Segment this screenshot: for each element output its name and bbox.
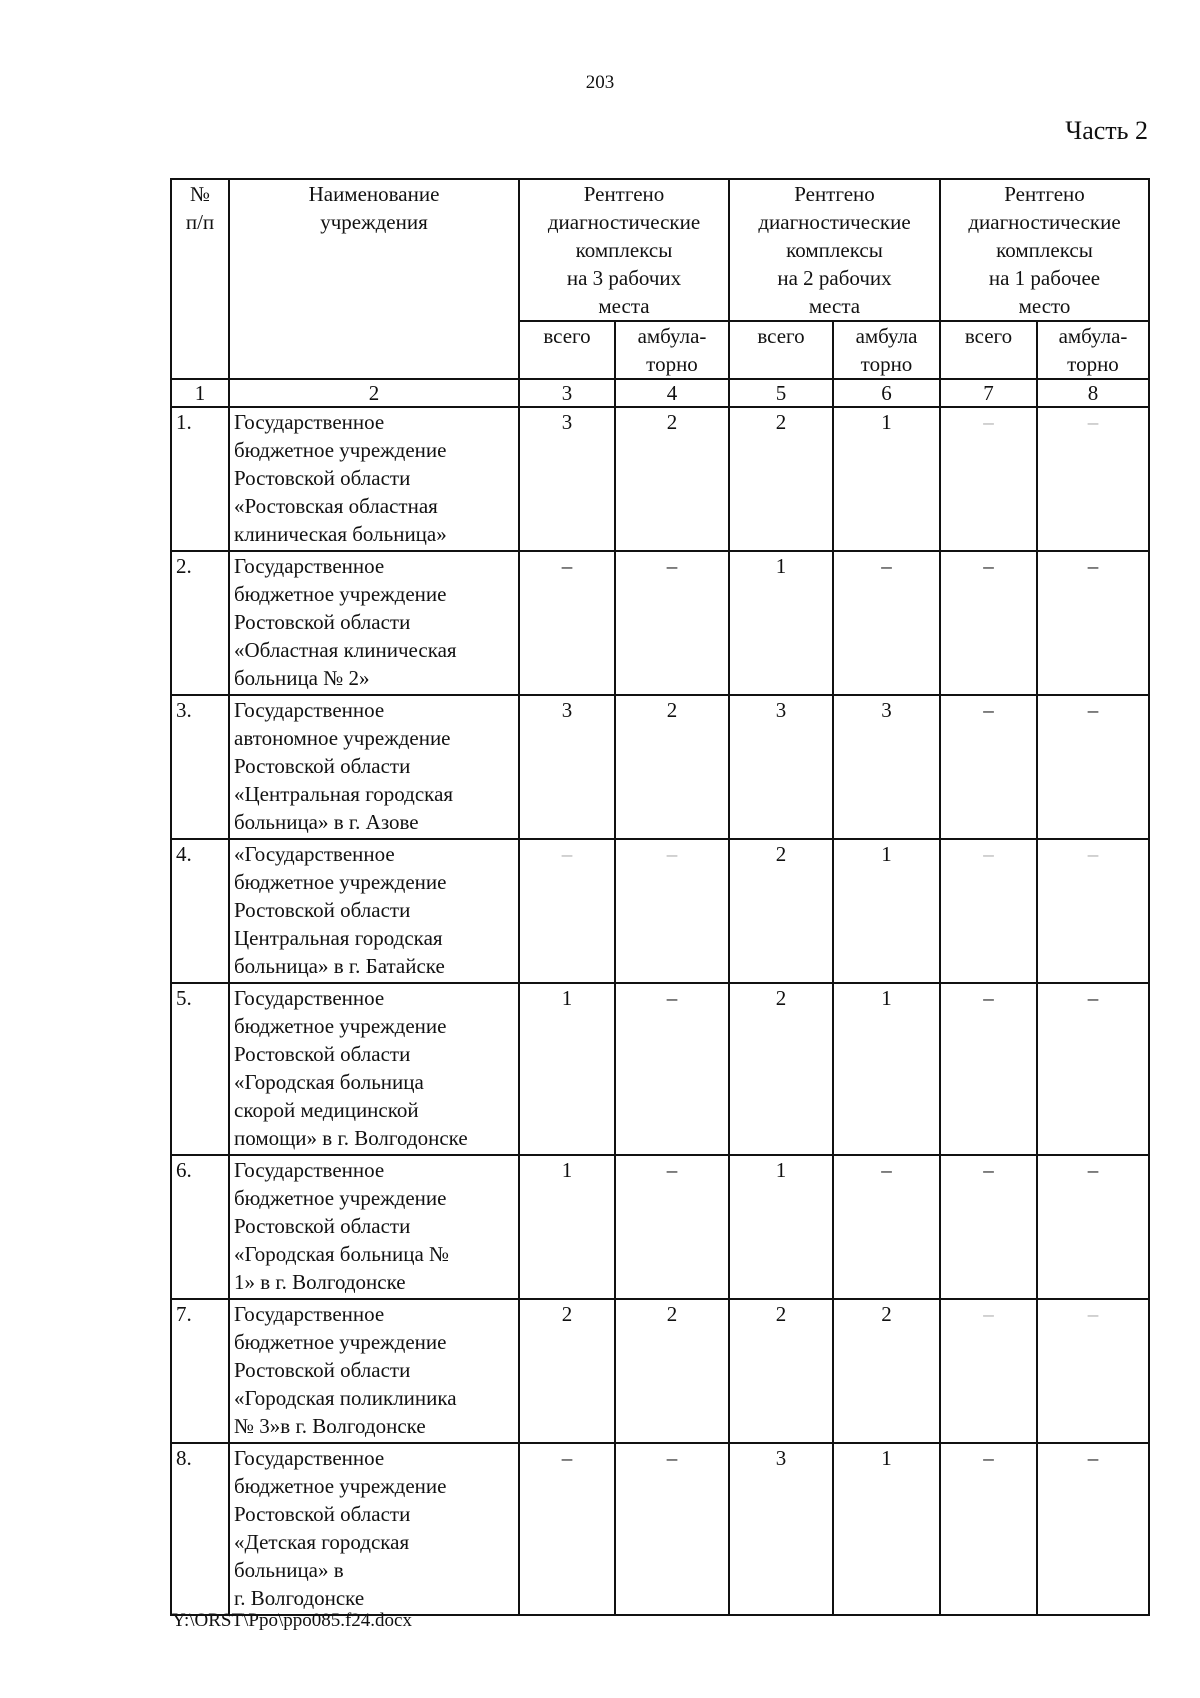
institution-name [229,1299,519,1443]
text-line: Ростовской области [234,1502,411,1526]
value-cell: – [940,551,1037,695]
header-sub-total [519,321,615,379]
text-line: «Городская больница № [234,1242,450,1266]
value-cell: – [1037,839,1149,983]
column-number: 1 [171,379,229,407]
text-line: Наименование [308,182,440,206]
value-cell: – [615,551,729,695]
text-line: скорой медицинской [234,1098,419,1122]
column-number: 8 [1037,379,1149,407]
text-line: «Государственное [234,842,395,866]
text-line: торно [646,352,698,376]
value-cell: – [1037,1443,1149,1615]
text-line: торно [860,352,913,376]
text-line: Ростовской области [234,1042,411,1066]
text-line: клиническая больница» [234,522,447,546]
text-line: бюджетное учреждение [234,1330,447,1354]
value-cell: – [940,407,1037,551]
header-sub-outpatient [833,321,940,379]
column-number: 7 [940,379,1037,407]
header-sub-total [729,321,833,379]
text-line: «Детская городская [234,1530,410,1554]
value-cell: 1 [729,551,833,695]
header-sub-outpatient [1037,321,1149,379]
value-cell: 1 [519,1155,615,1299]
row-number: 7. [171,1299,229,1443]
text-line: 1» в г. Волгодонске [234,1270,406,1294]
text-line: Ростовской области [234,1214,411,1238]
text-line: место [1018,294,1071,318]
value-cell: – [940,1443,1037,1615]
value-cell: 2 [519,1299,615,1443]
text-line: на 2 рабочих [777,266,892,290]
value-cell: 3 [729,1443,833,1615]
file-path: Y:\ORST\Ppo\ppo085.f24.docx [172,1610,412,1631]
row-number: 5. [171,983,229,1155]
table-row [171,1299,1149,1443]
header-group-3-places [519,179,729,321]
text-line: бюджетное учреждение [234,1014,447,1038]
value-cell: – [940,983,1037,1155]
page-number: 203 [585,72,615,93]
value-cell: – [940,1299,1037,1443]
row-number: 8. [171,1443,229,1615]
value-cell: 2 [615,695,729,839]
text-line: «Ростовская областная [234,494,438,518]
table-row [171,695,1149,839]
text-line: «Областная клиническая [234,638,457,662]
value-cell: 1 [729,1155,833,1299]
text-line: диагностические [968,210,1121,234]
header-name [229,179,519,379]
text-line: п/п [185,210,215,234]
part-label: Часть 2 [1065,116,1148,145]
text-line: Ростовской области [234,1358,411,1382]
row-number: 3. [171,695,229,839]
text-line: «Городская поликлиника [234,1386,457,1410]
row-number: 1. [171,407,229,551]
value-cell: – [1037,407,1149,551]
text-line: торно [1067,352,1119,376]
value-cell: – [615,1155,729,1299]
text-line: бюджетное учреждение [234,1474,447,1498]
column-number: 4 [615,379,729,407]
column-number-row [171,379,1149,407]
text-line: Рентгено [1004,182,1085,206]
column-number: 6 [833,379,940,407]
text-line: «Городская больница [234,1070,424,1094]
text-line: помощи» в г. Волгодонске [234,1126,468,1150]
text-line: Государственное [234,986,385,1010]
column-number: 3 [519,379,615,407]
institution-name [229,695,519,839]
table-row [171,839,1149,983]
value-cell: – [615,839,729,983]
text-line: больница № 2» [234,666,370,690]
text-line: «Центральная городская [234,782,454,806]
text-line: автономное учреждение [234,726,451,750]
value-cell: 3 [729,695,833,839]
table-row [171,407,1149,551]
header-sub-total [940,321,1037,379]
value-cell: – [1037,695,1149,839]
value-cell: 1 [833,839,940,983]
value-cell: – [833,551,940,695]
text-line: бюджетное учреждение [234,870,447,894]
value-cell: 1 [519,983,615,1155]
header-num [171,179,229,379]
value-cell: – [1037,1299,1149,1443]
header-group-1-place [940,179,1149,321]
value-cell: – [1037,1155,1149,1299]
text-line: Ростовской области [234,466,411,490]
text-line: Государственное [234,1446,385,1470]
value-cell: 2 [615,1299,729,1443]
text-line: Государственное [234,554,385,578]
text-line: на 3 рабочих [566,266,682,290]
text-line: бюджетное учреждение [234,438,447,462]
value-cell: – [519,839,615,983]
value-cell: 3 [519,695,615,839]
text-line: места [598,294,650,318]
value-cell: – [940,1155,1037,1299]
text-line: Государственное [234,698,385,722]
table-row [171,551,1149,695]
value-cell: 2 [729,407,833,551]
institution-name [229,839,519,983]
value-cell: – [519,551,615,695]
text-line: Государственное [234,1302,385,1326]
equipment-table [170,178,1150,1616]
institution-name [229,551,519,695]
value-cell: 1 [833,1443,940,1615]
text-line: № [189,182,211,206]
text-line: Центральная городская [234,926,443,950]
text-line: на 1 рабочее [988,266,1101,290]
text-line: диагностические [758,210,911,234]
institution-name [229,407,519,551]
table-row [171,1155,1149,1299]
text-line: г. Волгодонске [234,1586,365,1610]
table-row [171,1443,1149,1615]
value-cell: – [1037,551,1149,695]
value-cell: 3 [833,695,940,839]
text-line: бюджетное учреждение [234,1186,447,1210]
value-cell: 2 [729,983,833,1155]
text-line: бюджетное учреждение [234,582,447,606]
header-group-2-places [729,179,940,321]
value-cell: – [519,1443,615,1615]
column-number: 5 [729,379,833,407]
table-row [171,983,1149,1155]
text-line: № 3»в г. Волгодонске [234,1414,426,1438]
value-cell: 2 [729,1299,833,1443]
value-cell: 2 [833,1299,940,1443]
text-line: больница» в [234,1558,344,1582]
text-line: Государственное [234,410,385,434]
value-cell: 2 [729,839,833,983]
text-line: места [808,294,861,318]
value-cell: 1 [833,407,940,551]
text-line: больница» в г. Азове [234,810,419,834]
value-cell: – [1037,983,1149,1155]
text-line: Ростовской области [234,754,411,778]
text-line: амбула [855,324,918,348]
text-line: диагностические [547,210,701,234]
value-cell: – [940,839,1037,983]
column-number: 2 [229,379,519,407]
text-line: амбула- [637,324,707,348]
text-line: комплексы [786,238,883,262]
value-cell: 3 [519,407,615,551]
institution-name [229,983,519,1155]
text-line: учреждения [320,210,428,234]
value-cell: – [615,1443,729,1615]
text-line: комплексы [575,238,673,262]
value-cell: – [615,983,729,1155]
row-number: 6. [171,1155,229,1299]
text-line: больница» в г. Батайске [234,954,445,978]
text-line: Рентгено [794,182,875,206]
text-line: комплексы [996,238,1093,262]
text-line: Рентгено [583,182,665,206]
text-line: всего [543,324,591,348]
value-cell: 2 [615,407,729,551]
value-cell: 1 [833,983,940,1155]
text-line: всего [964,324,1013,348]
header-sub-outpatient [615,321,729,379]
row-number: 4. [171,839,229,983]
text-line: Ростовской области [234,610,411,634]
text-line: всего [757,324,805,348]
row-number: 2. [171,551,229,695]
institution-name [229,1155,519,1299]
text-line: Ростовской области [234,898,411,922]
value-cell: – [833,1155,940,1299]
value-cell: – [940,695,1037,839]
text-line: амбула- [1058,324,1128,348]
institution-name [229,1443,519,1615]
text-line: Государственное [234,1158,385,1182]
